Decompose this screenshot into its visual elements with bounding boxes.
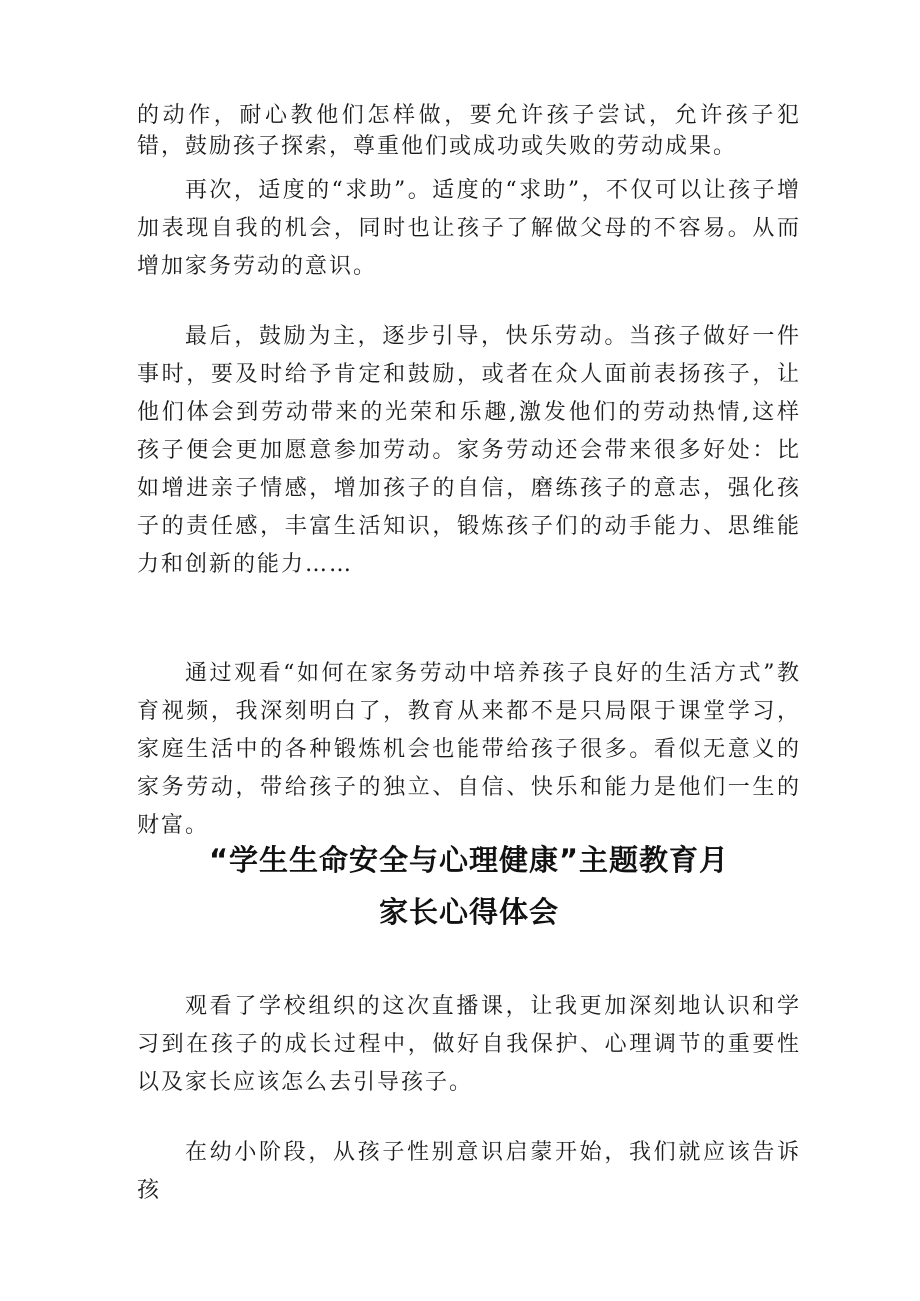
document-title-line2: 家长心得体会 (378, 895, 559, 929)
paragraph-intro: 观看了学校组织的这次直播课，让我更加深刻地认识和学习到在孩子的成长过程中，做好自我保护、心理调节的重要性以及家长应该怎么去引导孩子。 (137, 994, 801, 1095)
paragraph-third-point: 再次，适度的“求助”。适度的“求助”，不仅可以让孩子增加表现自我的机会，同时也让孩子了解做父母的不容易。从而增加家务劳动的意识。 (137, 178, 801, 279)
paragraph-conclusion: 通过观看“如何在家务劳动中培养孩子良好的生活方式”教育视频，我深刻明白了，教育从来都不是只局限于课堂学习，家庭生活中的各种锻炼机会也能带给孩子很多。看似无意义的家务劳动，带给孩子的独立、自信、快乐和能力是他们一生的财富。 (137, 661, 801, 838)
paragraph-continued: 的动作，耐心教他们怎样做，要允许孩子尝试，允许孩子犯错，鼓励孩子探索，尊重他们或成功或失败的劳动成果。 (137, 103, 801, 159)
paragraph-early-childhood: 在幼小阶段，从孩子性别意识启蒙开始，我们就应该告诉孩 (137, 1140, 801, 1203)
document-title-line1: “学生生命安全与心理健康”主题教育月 (208, 843, 730, 877)
paragraph-last-point: 最后，鼓励为主，逐步引导，快乐劳动。当孩子做好一件事时，要及时给予肯定和鼓励，或者在众人面前表扬孩子，让他们体会到劳动带来的光荣和乐趣,激发他们的劳动热情,这样孩子便会更加愿意参加劳动。家务劳动还会带来很多好处：比如增进亲子情感，增加孩子的自信，磨练孩子的意志，强化孩子的责任感，丰富生活知识，锻炼孩子们的动手能力、思维能力和创新的能力…… (137, 324, 801, 577)
